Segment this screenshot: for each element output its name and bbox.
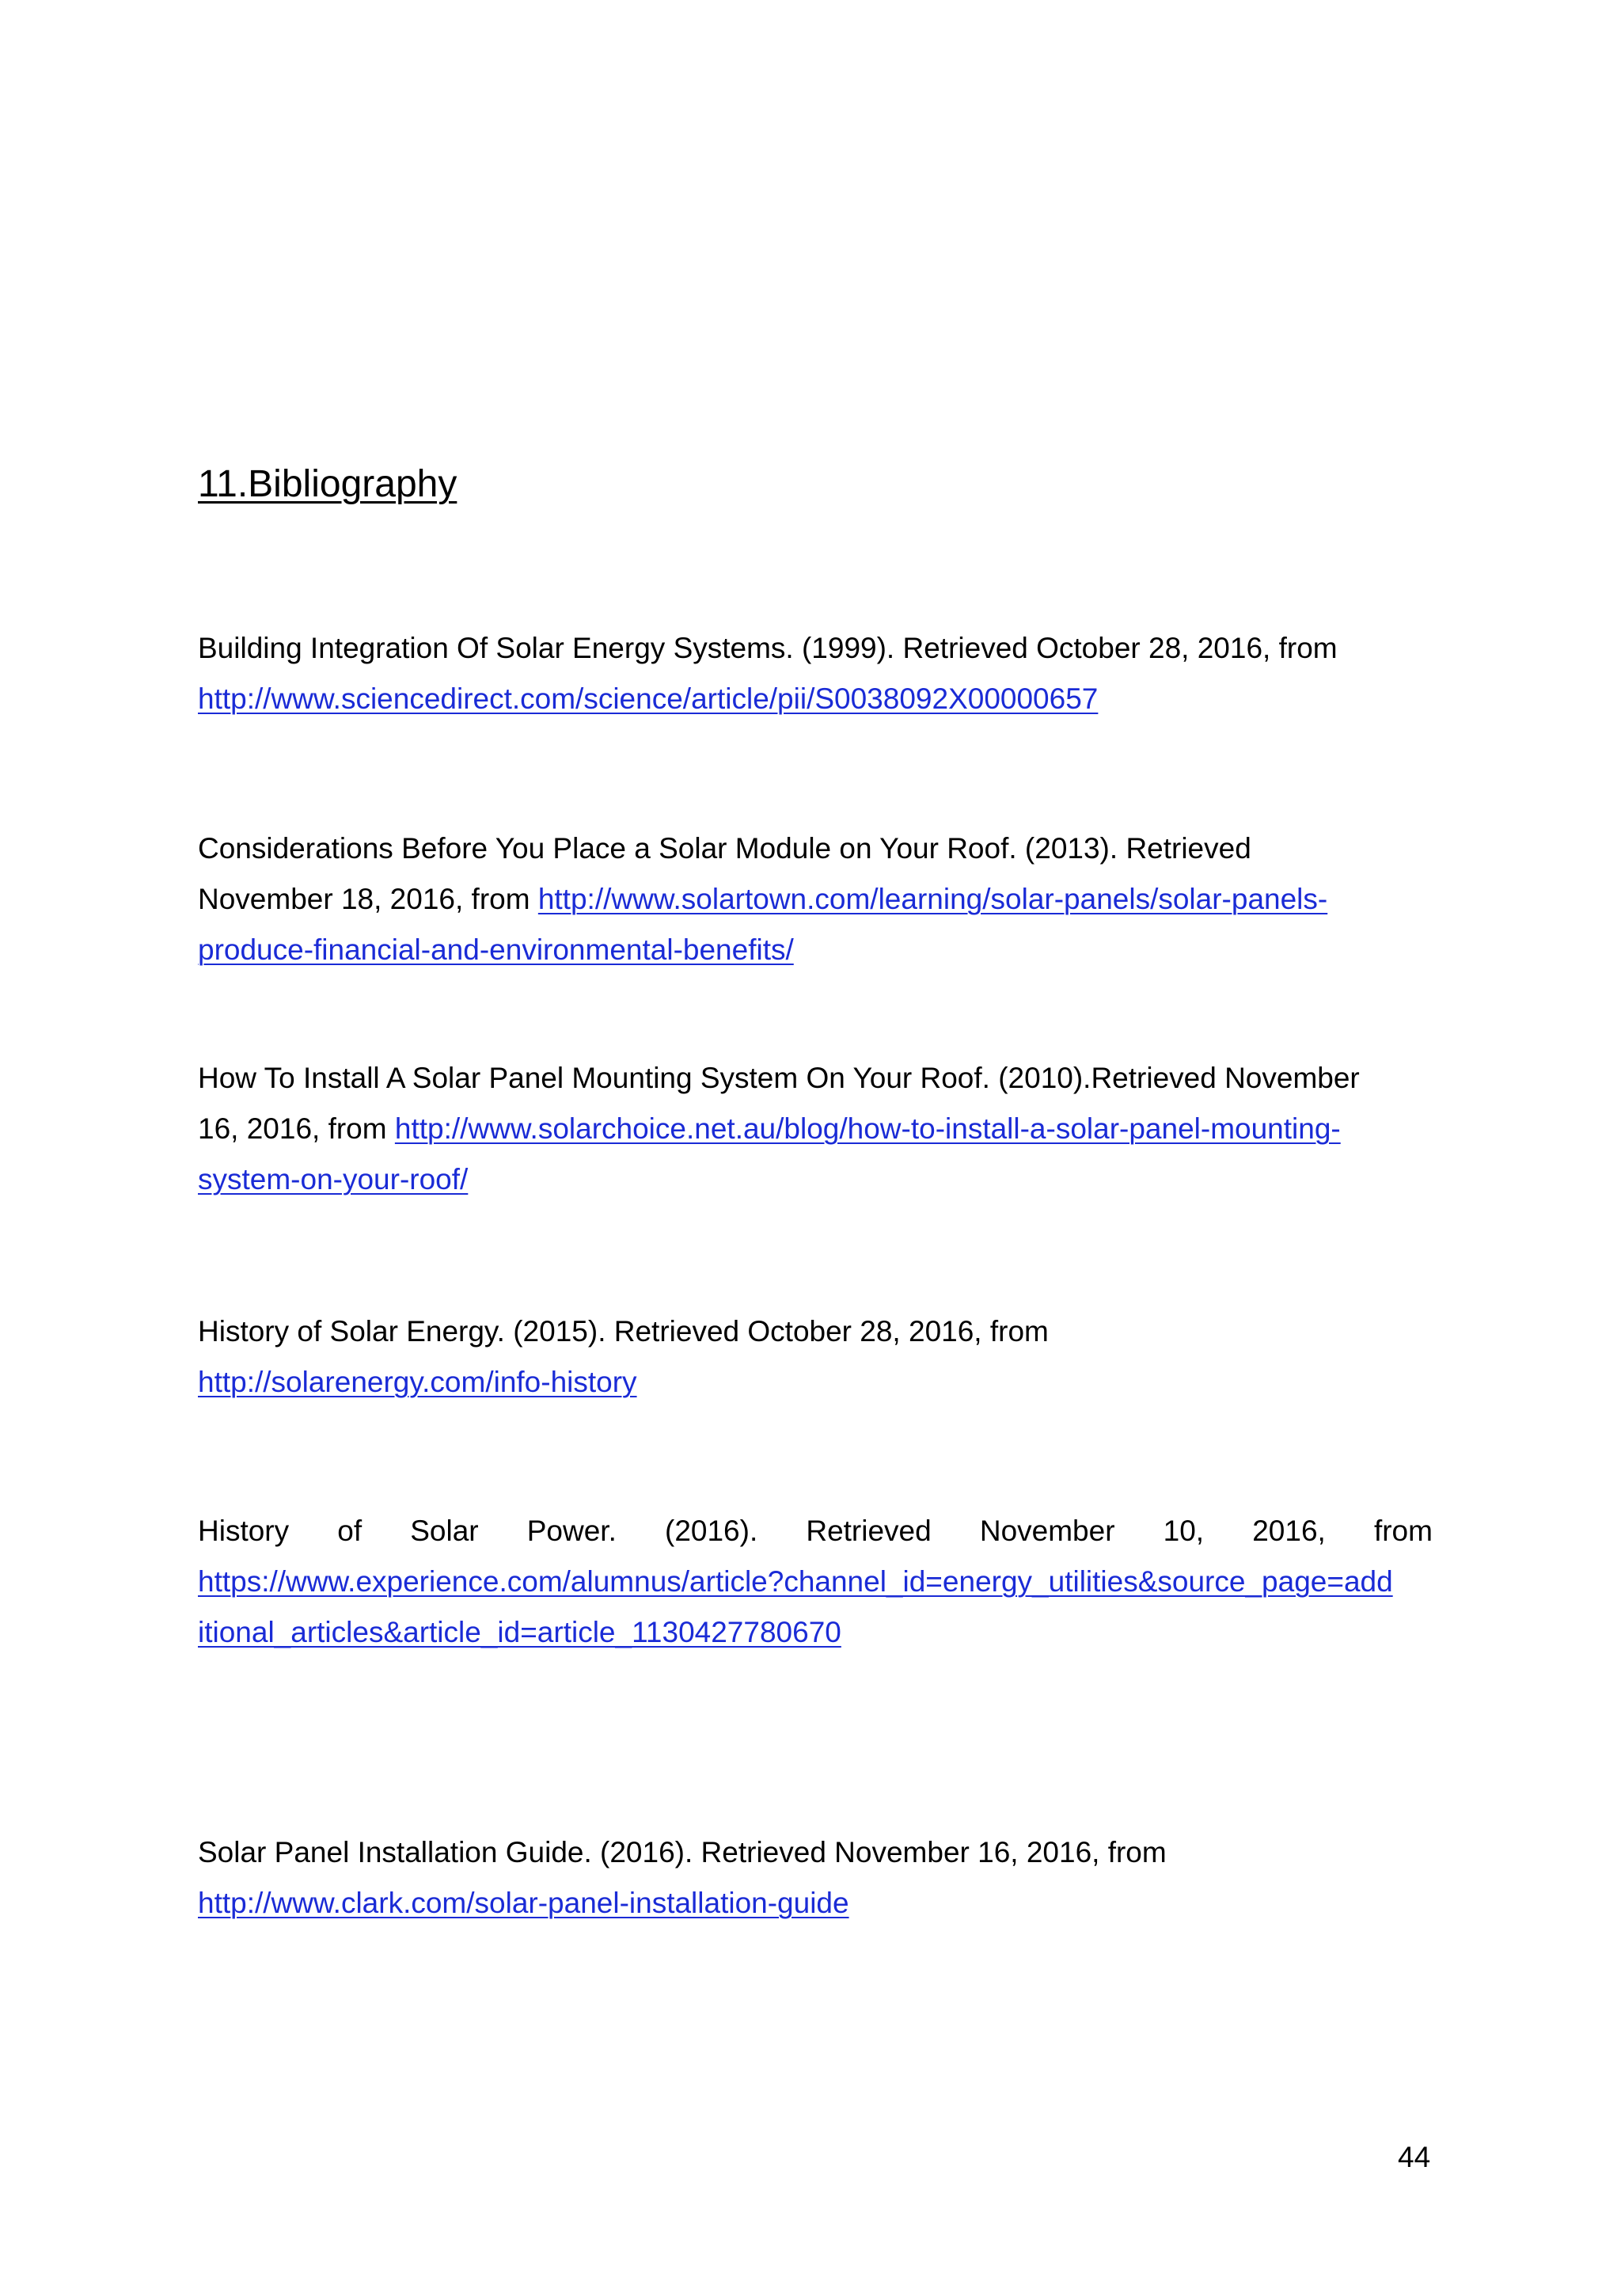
- reference-word: of: [337, 1515, 363, 1547]
- reference-link[interactable]: http://www.clark.com/solar-panel-installation-guide: [198, 1887, 849, 1919]
- reference-word: 2016,: [1252, 1515, 1326, 1547]
- reference-text: History of Solar Energy. (2015). Retrieved October 28, 2016, from: [198, 1315, 1049, 1348]
- reference-text: How To Install A Solar Panel Mounting System On Your Roof. (2010).Retrieved November: [198, 1062, 1360, 1094]
- reference-text: Considerations Before You Place a Solar Module on Your Roof. (2013). Retrieved: [198, 832, 1251, 865]
- reference-word: Power.: [526, 1515, 617, 1547]
- reference-item: [198, 1827, 1433, 1929]
- reference-link[interactable]: http://www.sciencedirect.com/science/article/pii/S0038092X00000657: [198, 682, 1099, 715]
- reference-link[interactable]: http://www.solartown.com/learning/solar-panels/solar-panels-: [537, 883, 1328, 915]
- reference-text: November 18, 2016, from: [198, 883, 530, 915]
- reference-text: Building Integration Of Solar Energy Systems. (1999). Retrieved October 28, 2016, from: [198, 632, 1338, 664]
- reference-item: [198, 823, 1433, 975]
- reference-word: Retrieved: [806, 1515, 932, 1547]
- reference-item: [198, 1506, 1433, 1658]
- reference-link[interactable]: http://solarenergy.com/info-history: [198, 1366, 637, 1398]
- reference-link-continued[interactable]: itional_articles&article_id=article_1130427780670: [198, 1616, 841, 1648]
- reference-link-continued[interactable]: system-on-your-roof/: [198, 1163, 469, 1196]
- reference-text: Solar Panel Installation Guide. (2016). Retrieved November 16, 2016, from: [198, 1836, 1167, 1868]
- reference-word: November: [979, 1515, 1115, 1547]
- reference-text: 16, 2016, from: [198, 1112, 387, 1145]
- section-heading: 11.Bibliography: [198, 463, 457, 505]
- reference-text-justified: [198, 1506, 1433, 1557]
- reference-item: [198, 1053, 1433, 1205]
- reference-item: [198, 1306, 1433, 1408]
- reference-link[interactable]: https://www.experience.com/alumnus/article?channel_id=energy_utilities&source_page=add: [198, 1565, 1393, 1598]
- reference-link[interactable]: http://www.solarchoice.net.au/blog/how-to-install-a-solar-panel-mounting-: [394, 1112, 1341, 1145]
- reference-word: from: [1373, 1515, 1433, 1547]
- reference-word: 10,: [1163, 1515, 1205, 1547]
- reference-word: Solar: [410, 1515, 479, 1547]
- reference-word: (2016).: [665, 1515, 758, 1547]
- reference-item: [198, 623, 1433, 724]
- reference-word: History: [198, 1515, 290, 1547]
- page-number: 44: [1398, 2141, 1431, 2173]
- reference-link-continued[interactable]: produce-financial-and-environmental-benefits/: [198, 933, 794, 966]
